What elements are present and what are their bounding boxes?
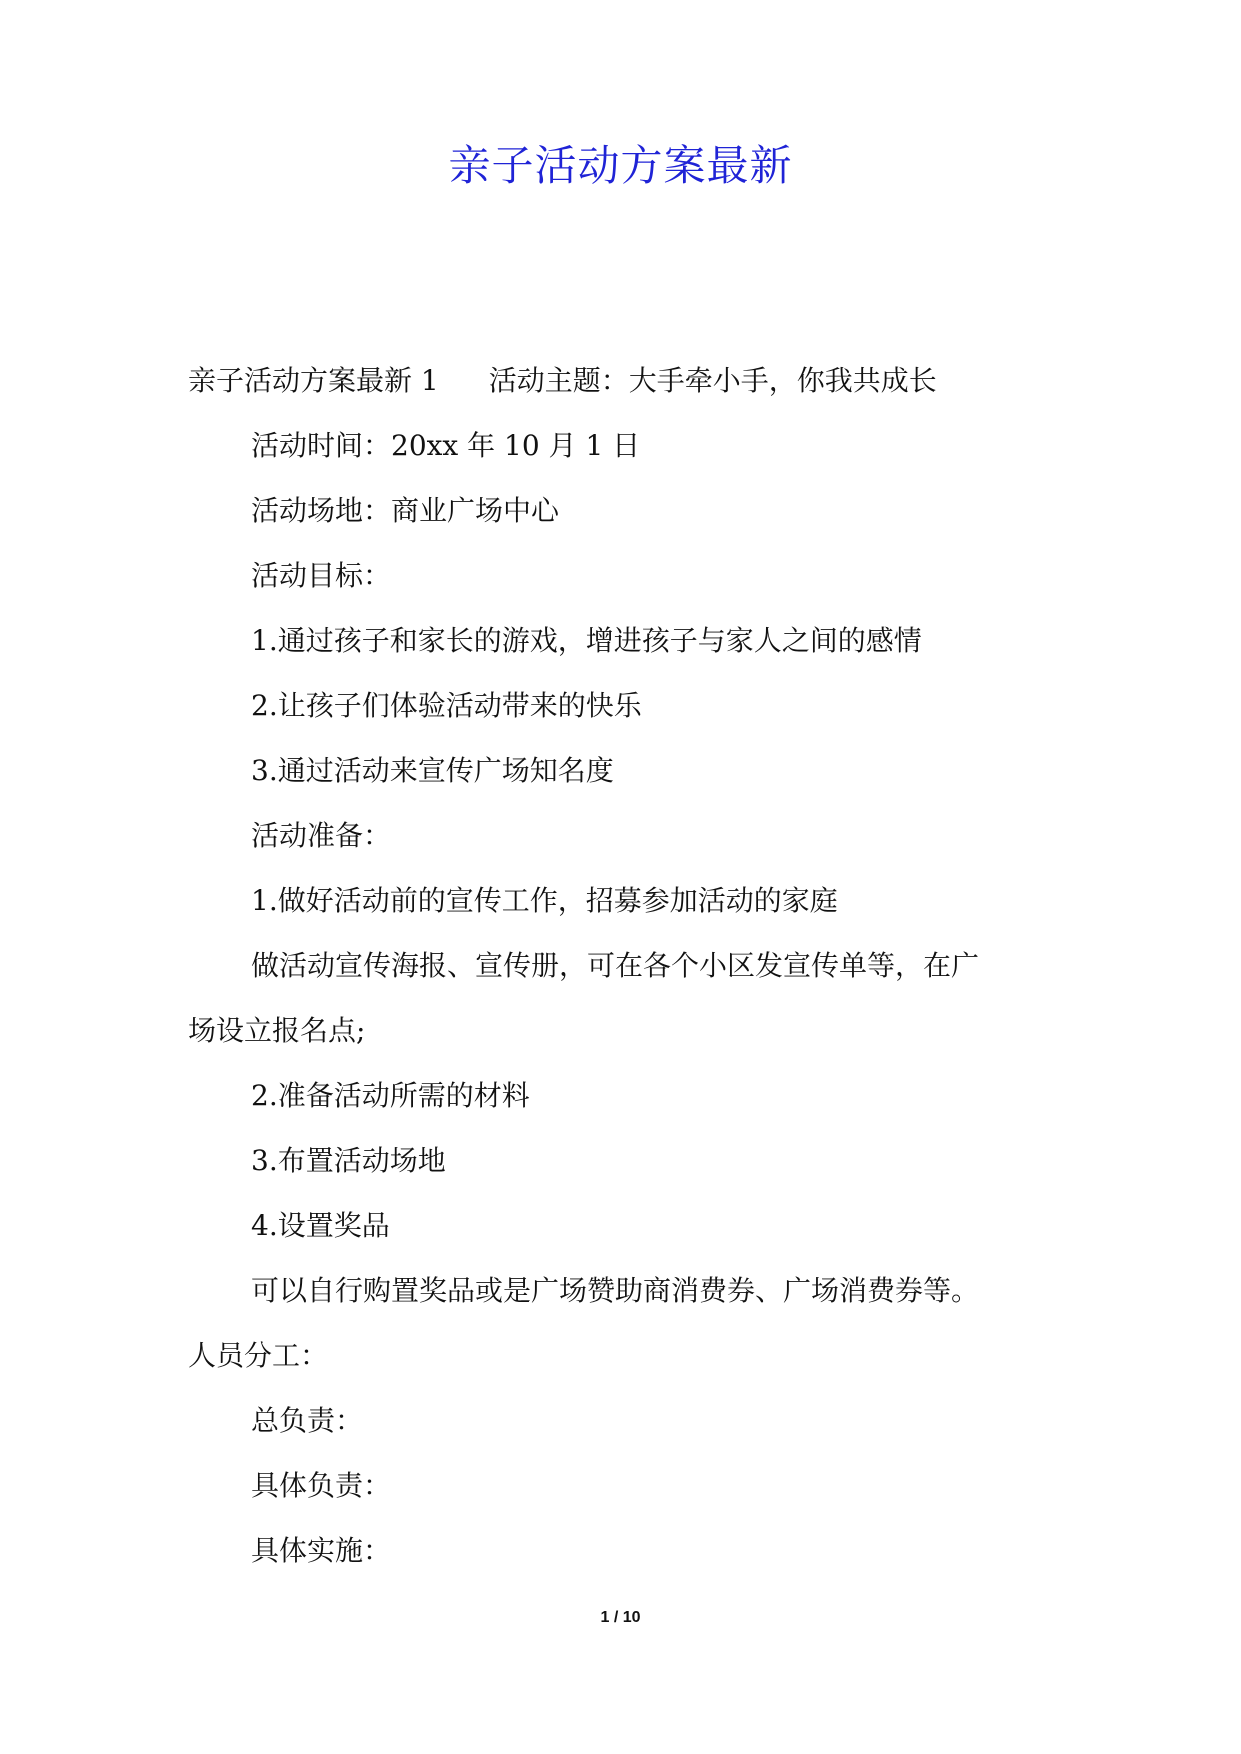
document-line: 2.让孩子们体验活动带来的快乐 [251,689,642,722]
activity-theme: 活动主题：大手牵小手，你我共成长 [488,364,937,397]
page-number: 1 / 10 [600,1609,641,1626]
document-line: 4.设置奖品 [251,1209,390,1242]
document-line: 3.布置活动场地 [251,1144,446,1177]
document-line: 活动场地：商业广场中心 [251,494,560,527]
document-line: 人员分工： [188,1339,329,1372]
document-line: 活动时间：20xx 年 10 月 1 日 [251,429,641,462]
document-line: 可以自行购置奖品或是广场赞助商消费券、广场消费券等。 [251,1274,980,1307]
document-line [188,348,1088,413]
document-line: 活动目标： [251,559,392,592]
document-line: 具体实施： [251,1534,392,1567]
document-line: 场设立报名点; [188,1014,366,1047]
document-line: 3.通过活动来宣传广场知名度 [251,754,614,787]
document-line: 1.做好活动前的宣传工作，招募参加活动的家庭 [251,884,838,917]
document-line: 总负责： [251,1404,364,1437]
document-line: 做活动宣传海报、宣传册，可在各个小区发宣传单等，在广 [251,949,980,982]
document-line: 具体负责： [251,1469,392,1502]
document-line: 2.准备活动所需的材料 [251,1079,530,1112]
document-line: 活动准备： [251,819,392,852]
page-title: 亲子活动方案最新 [448,141,793,190]
document-body [188,348,1088,1583]
document-line: 1.通过孩子和家长的游戏，增进孩子与家人之间的感情 [251,624,922,657]
section-heading: 亲子活动方案最新 1 [188,364,439,397]
